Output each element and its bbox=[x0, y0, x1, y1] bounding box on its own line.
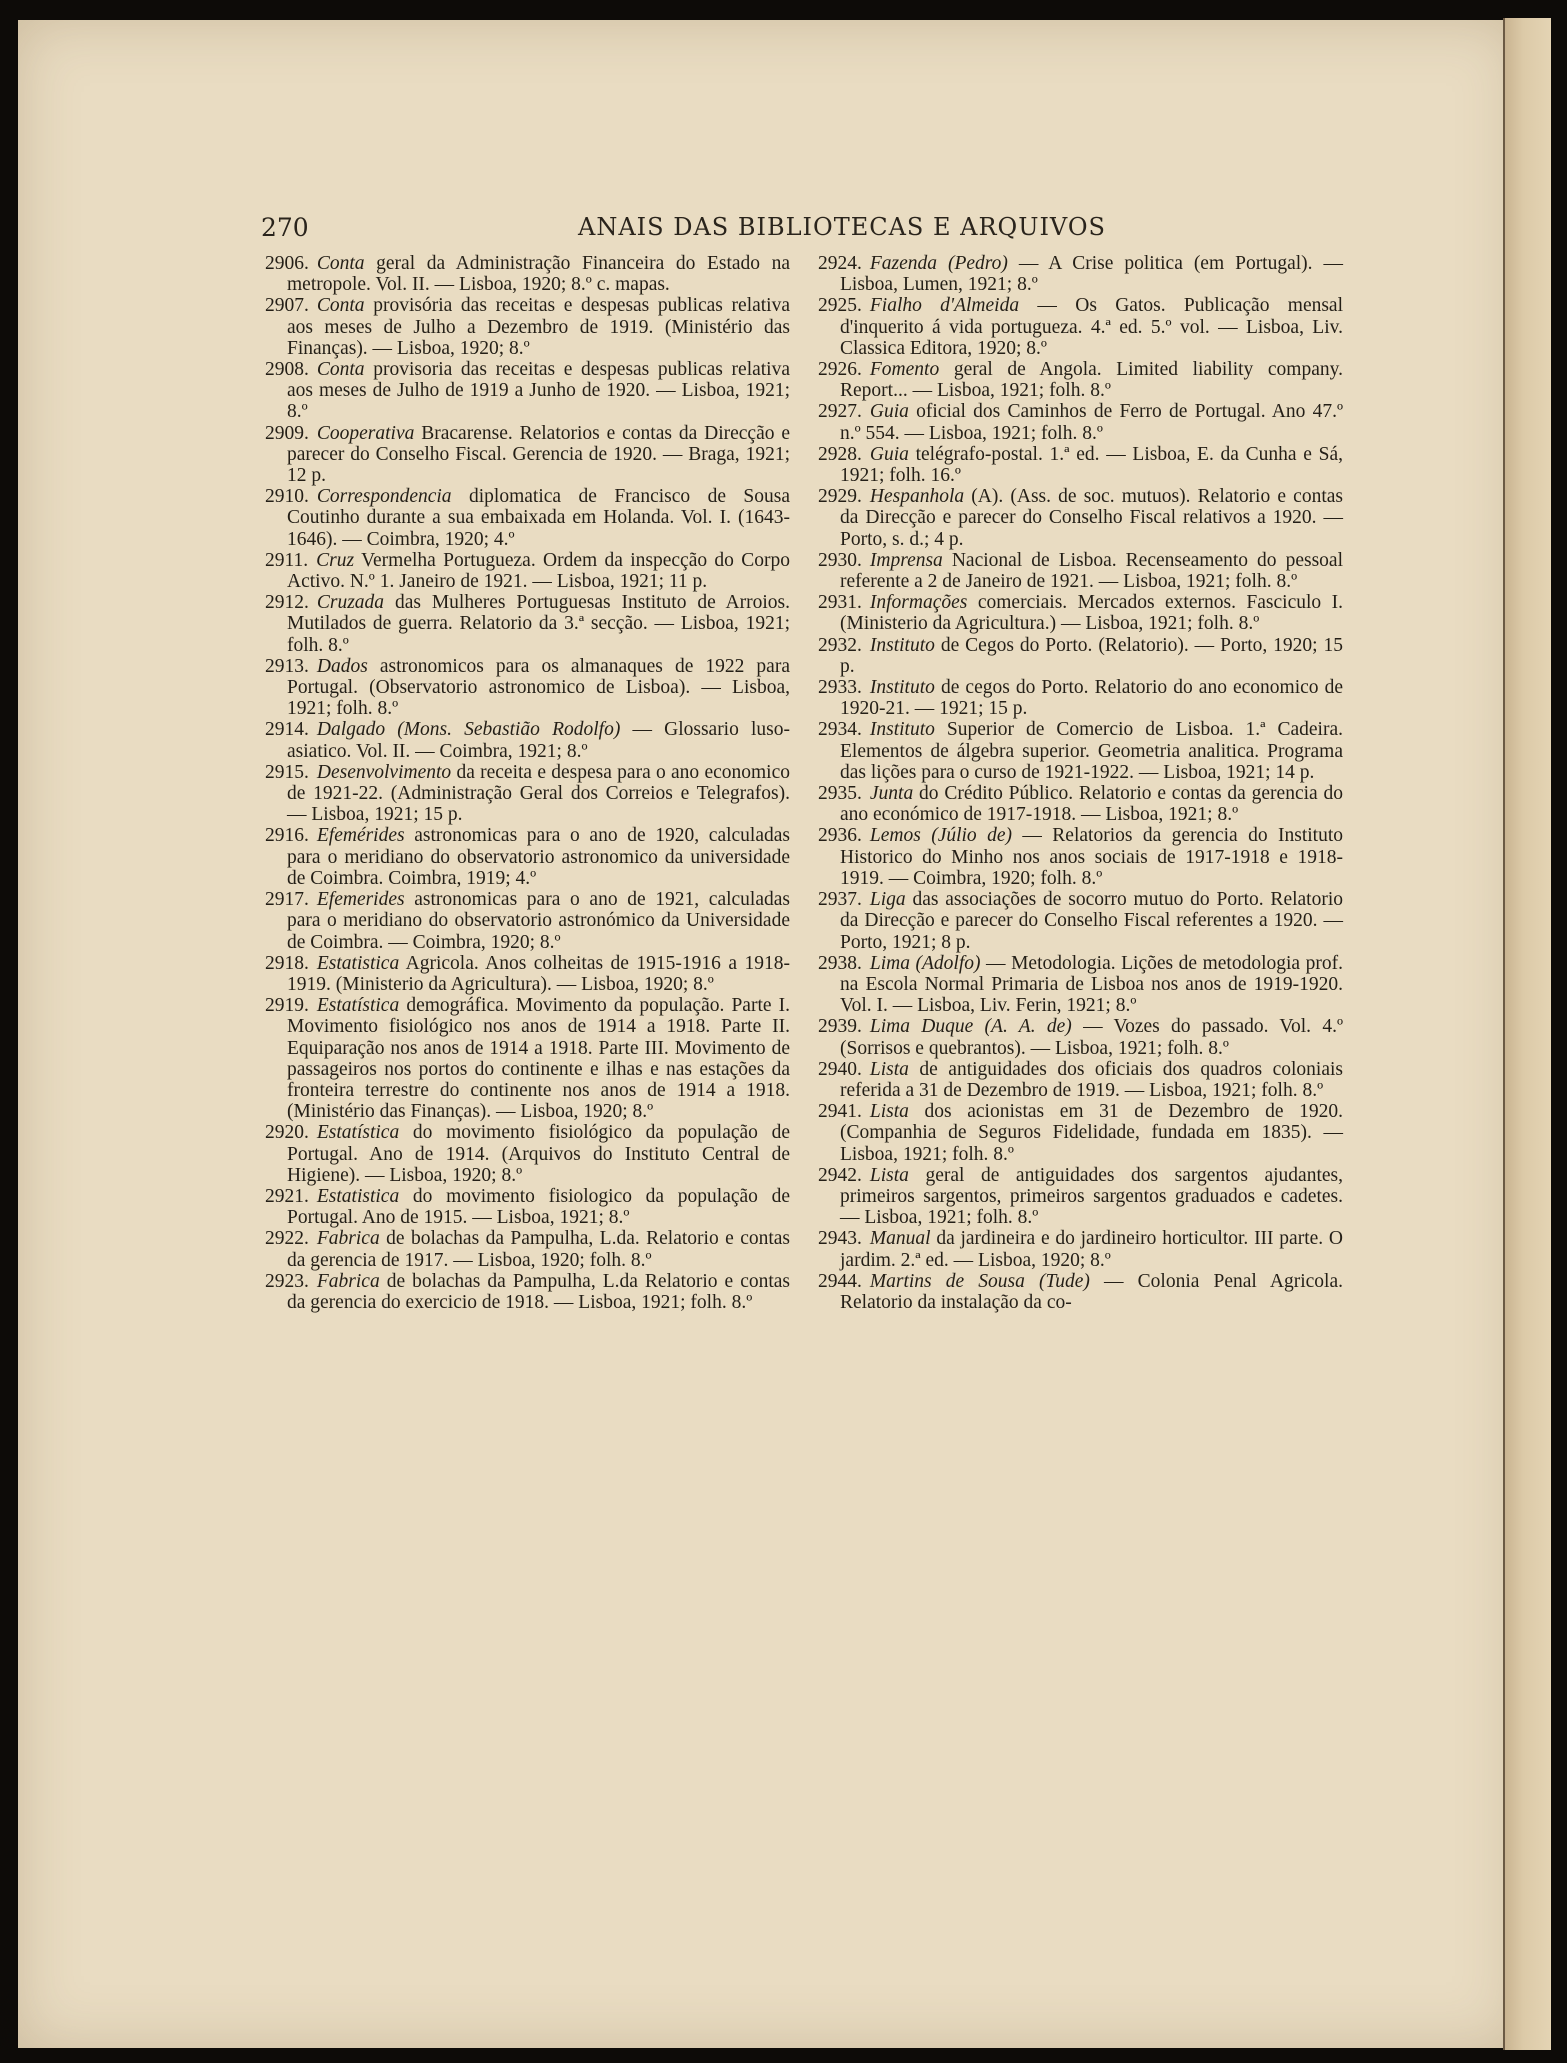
entry-number: 2922. bbox=[265, 1228, 309, 1250]
entry-number: 2912. bbox=[265, 592, 309, 614]
entry-text: do movimento fisiológico da população de Portugal. Ano de 1914. (Arquivos do Instituto Central de Higiene). — Lisboa, 1920; 8.º bbox=[287, 1122, 790, 1186]
entry-number: 2938. bbox=[818, 952, 862, 974]
bibliography-entry bbox=[265, 359, 790, 423]
entry-keyword: Lista bbox=[869, 1101, 909, 1123]
bibliography-entry bbox=[818, 889, 1343, 953]
entry-text: do Crédito Público. Relatorio e contas da gerencia do ano económico de 1917-1918. — Lisboa, 1921; 8.º bbox=[840, 783, 1343, 826]
entry-keyword: Manual bbox=[869, 1228, 931, 1250]
entry-number: 2915. bbox=[265, 761, 309, 783]
entry-text: astronomicas para o ano de 1921, calculadas para o meridiano do observatorio astronómico da Universidade de Coimbra. — Coimbra, 1920; 8.º bbox=[287, 889, 791, 953]
entry-text: das Mulheres Portuguesas Instituto de Arroios. Mutilados de guerra. Relatorio da 3.ª secção. — Lisboa, 1921; folh. 8.º bbox=[287, 592, 791, 656]
entry-keyword: Instituto bbox=[869, 719, 935, 741]
entry-text: Nacional de Lisboa. Recenseamento do pessoal referente a 2 de Janeiro de 1921. — Lisboa, 1921; folh. 8.º bbox=[840, 549, 1343, 593]
entry-text: — Colonia Penal Agricola. Relatorio da instalação da co- bbox=[840, 1270, 1343, 1313]
entry-number: 2933. bbox=[818, 677, 862, 699]
entry-number: 2930. bbox=[818, 549, 862, 571]
bibliography-entry bbox=[818, 253, 1343, 295]
entry-number: 2939. bbox=[818, 1016, 862, 1038]
entry-keyword: Instituto bbox=[869, 634, 935, 656]
entry-number: 2925. bbox=[818, 295, 862, 317]
bibliography-entry bbox=[818, 1165, 1343, 1229]
entry-keyword: Fazenda (Pedro) bbox=[869, 253, 1008, 274]
entry-text: — Metodologia. Lições de metodologia prof. na Escola Normal Primaria de Lisboa nos anos de 1919-1920. Vol. I. — Lisboa, Liv. Ferin, 1921; 8.º bbox=[840, 952, 1343, 1017]
entry-text: Superior de Comercio de Lisboa. 1.ª Cadeira. Elementos de álgebra superior. Geometria analitica. Programa das lições para o curso de 1921-1922. — Lisboa, 1921; 14 p. bbox=[840, 719, 1343, 783]
bibliography-entry bbox=[818, 295, 1343, 359]
entry-number: 2936. bbox=[818, 825, 862, 847]
entry-keyword: Fabrica bbox=[316, 1270, 380, 1292]
entry-keyword: Lima (Adolfo) bbox=[869, 952, 981, 974]
bibliography-entry bbox=[265, 995, 790, 1122]
entry-keyword: Guia bbox=[869, 401, 909, 423]
entry-text: diplomatica de Francisco de Sousa Coutinho durante a sua embaixada em Holanda. Vol. I. (1643-1646). — Coimbra, 1920; 4.º bbox=[287, 486, 790, 550]
bibliography-entry bbox=[265, 253, 790, 295]
entry-text: geral de antiguidades dos sargentos ajudantes, primeiros sargentos, primeiros sargentos graduados e cadetes. — Lisboa, 1921; folh. 8.º bbox=[840, 1164, 1343, 1229]
entry-text: das associações de socorro mutuo do Porto. Relatorio da Direcção e parecer do Conselho Fiscal referentes a 1920. — Porto, 1921; 8 p. bbox=[840, 889, 1343, 953]
bibliography-entry bbox=[818, 550, 1343, 592]
entry-keyword: Hespanhola bbox=[869, 486, 965, 508]
bibliography-entry bbox=[265, 486, 790, 550]
bibliography-entry bbox=[265, 1122, 790, 1186]
entry-keyword: Martins de Sousa (Tude) bbox=[869, 1270, 1090, 1292]
bibliography-entry bbox=[818, 592, 1343, 634]
bibliography-entry bbox=[818, 444, 1343, 486]
entry-keyword: Conta bbox=[316, 253, 365, 274]
entry-number: 2920. bbox=[265, 1122, 309, 1144]
bibliography-entry bbox=[265, 550, 790, 592]
entry-text: — Os Gatos. Publicação mensal d'inquerito á vida portugueza. 4.ª ed. 5.º vol. — Lisboa, Liv. Classica Editora, 1920; 8.º bbox=[840, 295, 1344, 359]
entry-text: de bolachas da Pampulha, L.da Relatorio e contas da gerencia do exercicio de 1918. — Lisboa, 1921; folh. 8.º bbox=[287, 1270, 791, 1313]
entry-text: demográfica. Movimento da população. Parte I. Movimento fisiológico nos anos de 1914 a 1918. Parte II. Equiparação nos anos de 1914 a 1918. Parte III. Movimento de passageiros nos portos do continente e ilhas e nas estações da fronteira terrestre do continente nos anos de 1914 a 1918. (Ministério das Finanças). — Lisboa, 1920; 8.º bbox=[287, 995, 790, 1123]
bibliography-entry bbox=[265, 295, 790, 359]
entry-number: 2931. bbox=[818, 592, 862, 614]
entry-keyword: Estatística bbox=[316, 995, 400, 1017]
entry-number: 2932. bbox=[818, 634, 862, 656]
entry-number: 2917. bbox=[265, 889, 309, 911]
bibliography-entry bbox=[265, 825, 790, 889]
entry-keyword: Cruz bbox=[316, 549, 355, 571]
bibliography-entry bbox=[265, 762, 790, 826]
entry-number: 2926. bbox=[818, 359, 862, 381]
entry-text: do movimento fisiologico da população de Portugal. Ano de 1915. — Lisboa, 1921; 8.º bbox=[287, 1185, 790, 1229]
entry-keyword: Efemérides bbox=[316, 825, 405, 847]
entry-number: 2918. bbox=[265, 952, 309, 974]
entry-text: astronomicos para os almanaques de 1922 para Portugal. (Observatorio astronomico de Lisboa). — Lisboa, 1921; folh. 8.º bbox=[287, 655, 790, 720]
bibliography-entry bbox=[265, 953, 790, 995]
entry-keyword: Lima Duque (A. A. de) bbox=[869, 1016, 1072, 1038]
entry-keyword: Estatistica bbox=[316, 952, 400, 974]
entry-keyword: Junta bbox=[869, 783, 914, 805]
entry-number: 2923. bbox=[265, 1270, 309, 1292]
bibliography-entry bbox=[265, 656, 790, 720]
bibliography-entry bbox=[265, 719, 790, 761]
entry-number: 2906. bbox=[265, 253, 309, 274]
bibliography-entry bbox=[265, 1228, 790, 1270]
book-gutter bbox=[1503, 18, 1551, 2050]
entry-number: 2914. bbox=[265, 719, 309, 741]
entry-number: 2940. bbox=[818, 1058, 862, 1080]
bibliography-entry bbox=[818, 401, 1343, 443]
entry-number: 2907. bbox=[265, 295, 309, 317]
entry-number: 2921. bbox=[265, 1185, 309, 1207]
entry-text: da receita e despesa para o ano economico de 1921-22. (Administração Geral dos Correios e Telegrafos). — Lisboa, 1921; 15 p. bbox=[287, 761, 791, 826]
entry-text: — A Crise politica (em Portugal). — Lisboa, Lumen, 1921; 8.º bbox=[840, 253, 1344, 296]
entry-number: 2935. bbox=[818, 783, 862, 805]
entry-text: de Cegos do Porto. (Relatorio). — Porto, 1920; 15 p. bbox=[840, 634, 1344, 677]
entry-text: provisória das receitas e despesas publicas relativa aos meses de Julho a Dezembro de 1919. (Ministério das Finanças). — Lisboa, 1920; 8.º bbox=[287, 295, 791, 359]
bibliography-entry bbox=[265, 1271, 790, 1313]
entry-keyword: Lista bbox=[869, 1058, 909, 1080]
entry-text: dos acionistas em 31 de Dezembro de 1920. (Companhia de Seguros Fidelidade, fundada em 1835). — Lisboa, 1921; folh. 8.º bbox=[840, 1101, 1344, 1165]
entry-keyword: Dalgado (Mons. Sebastião Rodolfo) bbox=[316, 719, 621, 741]
entry-keyword: Cooperativa bbox=[316, 422, 415, 444]
bibliography-entry bbox=[818, 953, 1343, 1017]
entry-text: provisoria das receitas e despesas publicas relativa aos meses de Julho de 1919 a Junho de 1920. — Lisboa, 1921; 8.º bbox=[287, 359, 791, 423]
entry-text: de cegos do Porto. Relatorio do ano economico de 1920-21. — 1921; 15 p. bbox=[840, 677, 1344, 720]
entry-keyword: Informações bbox=[869, 592, 968, 614]
entry-number: 2944. bbox=[818, 1270, 862, 1292]
entry-keyword: Dados bbox=[316, 655, 368, 677]
entry-number: 2928. bbox=[818, 443, 862, 465]
entry-text: oficial dos Caminhos de Ferro de Portugal. Ano 47.º n.º 554. — Lisboa, 1921; folh. 8.º bbox=[840, 401, 1343, 444]
entry-number: 2910. bbox=[265, 486, 309, 508]
bibliography-entry bbox=[818, 1101, 1343, 1165]
entry-number: 2941. bbox=[818, 1101, 862, 1123]
entry-text: comerciais. Mercados externos. Fasciculo I. (Ministerio da Agricultura.) — Lisboa, 1921; folh. 8.º bbox=[840, 592, 1343, 635]
bibliography-entry bbox=[265, 889, 790, 953]
entry-number: 2927. bbox=[818, 401, 862, 423]
entry-keyword: Guia bbox=[869, 443, 909, 465]
bibliography-entry bbox=[818, 677, 1343, 719]
entry-keyword: Fialho d'Almeida bbox=[869, 295, 1020, 317]
bibliography-entry bbox=[818, 825, 1343, 889]
entry-keyword: Efemerides bbox=[316, 889, 405, 911]
entry-keyword: Lemos (Júlio de) bbox=[869, 825, 1012, 847]
entry-keyword: Fomento bbox=[869, 359, 940, 381]
entry-number: 2937. bbox=[818, 889, 862, 911]
entry-keyword: Correspondencia bbox=[316, 486, 452, 508]
entry-text: Agricola. Anos colheitas de 1915-1916 a 1918-1919. (Ministerio da Agricultura). — Lisboa, 1920; 8.º bbox=[287, 952, 790, 995]
bibliography-entry bbox=[265, 423, 790, 487]
entry-number: 2924. bbox=[818, 253, 862, 274]
entry-keyword: Estatistica bbox=[316, 1185, 400, 1207]
entry-keyword: Cruzada bbox=[316, 592, 385, 614]
entry-text: Bracarense. Relatorios e contas da Direcção e parecer do Conselho Fiscal. Gerencia de 1920. — Braga, 1921; 12 p. bbox=[287, 422, 791, 487]
entry-number: 2919. bbox=[265, 995, 309, 1017]
entry-keyword: Conta bbox=[316, 295, 365, 317]
entry-number: 2943. bbox=[818, 1228, 862, 1250]
bibliography-entry bbox=[818, 783, 1343, 825]
entry-number: 2916. bbox=[265, 825, 309, 847]
bibliography-entry bbox=[818, 359, 1343, 401]
entry-text: astronomicas para o ano de 1920, calculadas para o meridiano do observatorio astronomico da universidade de Coimbra. Coimbra, 1919; 4.º bbox=[287, 825, 791, 889]
bibliography-entry bbox=[818, 635, 1343, 677]
entry-text: — Glossario luso-asiatico. Vol. II. — Coimbra, 1921; 8.º bbox=[287, 719, 790, 762]
entry-number: 2929. bbox=[818, 486, 862, 508]
bibliography-entry bbox=[818, 719, 1343, 783]
running-title: ANAIS DAS BIBLIOTECAS E ARQUIVOS bbox=[578, 213, 1106, 241]
entry-number: 2911. bbox=[265, 549, 309, 571]
entry-keyword: Estatística bbox=[316, 1122, 400, 1144]
entry-keyword: Liga bbox=[869, 889, 906, 911]
entry-text: geral da Administração Financeira do Estado na metropole. Vol. II. — Lisboa, 1920; 8.º c. mapas. bbox=[287, 253, 791, 296]
entry-text: geral de Angola. Limited liability company. Report... — Lisboa, 1921; folh. 8.º bbox=[840, 359, 1343, 402]
entry-text: — Relatorios da gerencia do Instituto Historico do Minho nos anos sociais de 1917-1918 e 1918-1919. — Coimbra, 1920; folh. 8.º bbox=[840, 825, 1343, 889]
entry-number: 2913. bbox=[265, 655, 309, 677]
bibliography-entry bbox=[818, 1059, 1343, 1101]
left-column bbox=[265, 253, 790, 1313]
entry-number: 2908. bbox=[265, 359, 309, 381]
entry-text: de bolachas da Pampulha, L.da. Relatorio e contas da gerencia de 1917. — Lisboa, 1920; folh. 8.º bbox=[287, 1228, 791, 1271]
bibliography-entry bbox=[818, 1228, 1343, 1270]
page-number: 270 bbox=[261, 213, 309, 242]
entry-number: 2934. bbox=[818, 719, 862, 741]
entry-keyword: Fabrica bbox=[316, 1228, 380, 1250]
entry-text: — Vozes do passado. Vol. 4.º (Sorrisos e quebrantos). — Lisboa, 1921; folh. 8.º bbox=[840, 1016, 1344, 1059]
entry-text: da jardineira e do jardineiro horticultor. III parte. O jardim. 2.ª ed. — Lisboa, 1920; 8.º bbox=[840, 1228, 1343, 1271]
bibliography-entry bbox=[265, 1186, 790, 1228]
bibliography-entry bbox=[818, 1016, 1343, 1058]
entry-text: Vermelha Portugueza. Ordem da inspecção do Corpo Activo. N.º 1. Janeiro de 1921. — Lisboa, 1921; 11 p. bbox=[287, 549, 790, 593]
entry-text: telégrafo-postal. 1.ª ed. — Lisboa, E. da Cunha e Sá, 1921; folh. 16.º bbox=[840, 443, 1343, 487]
entry-text: de antiguidades dos oficiais dos quadros coloniais referida a 31 de Dezembro de 1919. — Lisboa, 1921; folh. 8.º bbox=[840, 1058, 1343, 1101]
entry-number: 2942. bbox=[818, 1164, 862, 1186]
bibliography-entry bbox=[265, 592, 790, 656]
bibliography-entry bbox=[818, 486, 1343, 550]
entry-number: 2909. bbox=[265, 422, 309, 444]
entry-keyword: Desenvolvimento bbox=[316, 761, 452, 783]
entry-keyword: Lista bbox=[869, 1164, 909, 1186]
entry-keyword: Imprensa bbox=[869, 549, 943, 571]
bibliography-entry bbox=[818, 1271, 1343, 1313]
entry-text: (A). (Ass. de soc. mutuos). Relatorio e contas da Direcção e parecer do Conselho Fiscal relativos a 1920. — Porto, s. d.; 4 p. bbox=[840, 486, 1343, 550]
right-column bbox=[818, 253, 1343, 1313]
entry-keyword: Instituto bbox=[869, 677, 935, 699]
entry-keyword: Conta bbox=[316, 359, 365, 381]
